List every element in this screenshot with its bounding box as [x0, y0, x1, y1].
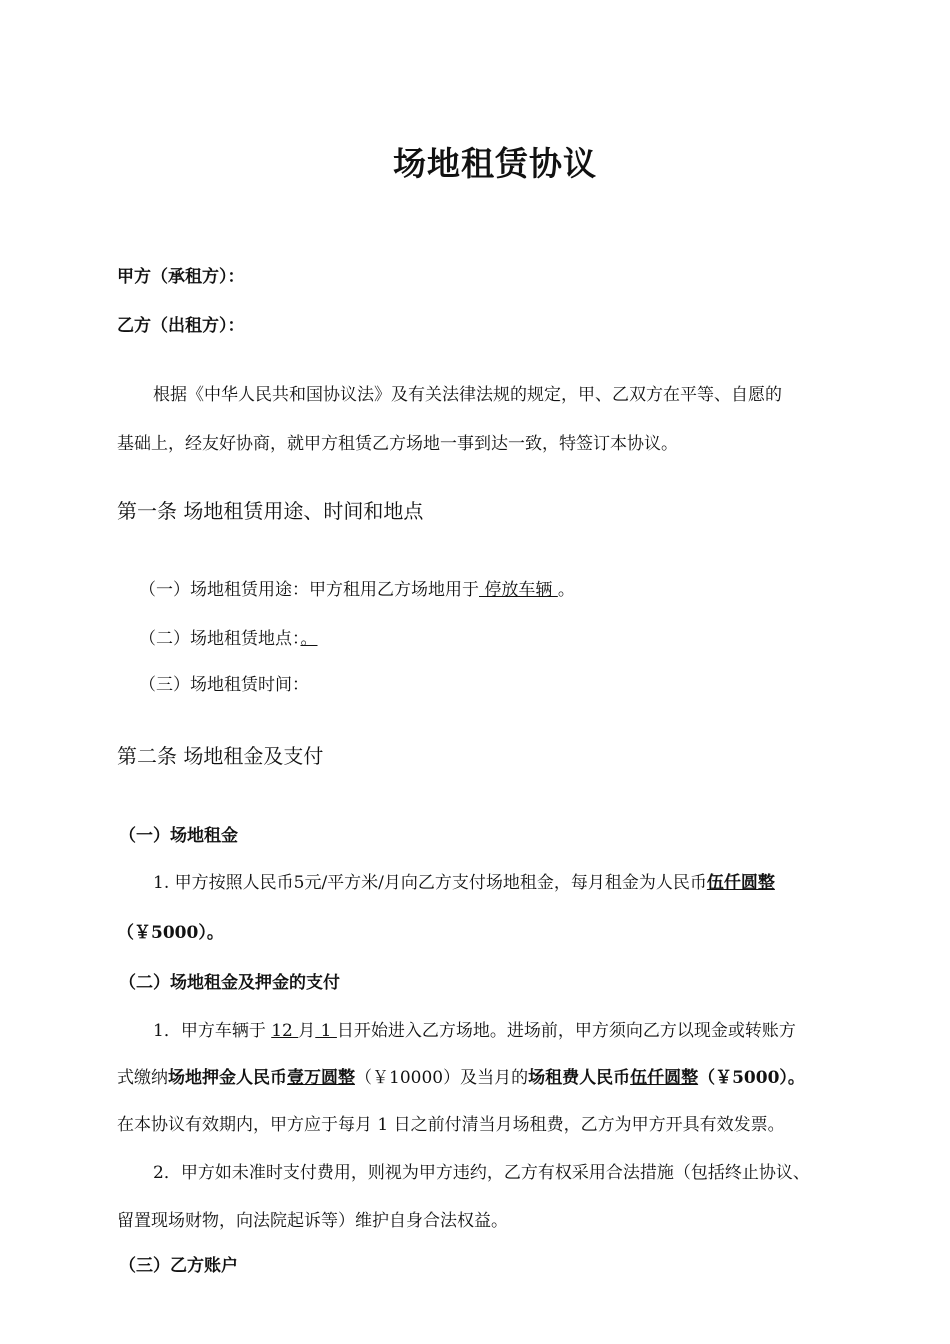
payment-text-d: 式缴纳	[117, 1068, 168, 1088]
rent-fee-amount: 伍仟圆整	[630, 1068, 699, 1088]
rent-line-1	[153, 868, 775, 893]
party-b-label: 乙方（出租方）：	[117, 316, 245, 336]
article-1-item-3: （三）场地租赁时间：	[139, 675, 309, 695]
payment-text-a: 1．甲方车辆于	[153, 1021, 272, 1041]
article-2-heading: 第二条 场地租金及支付	[117, 744, 324, 768]
article-1-item-1	[139, 575, 575, 600]
rent-subheading: （一）场地租金	[119, 826, 238, 846]
party-a-label: 甲方（承租方）：	[117, 267, 245, 287]
payment-line-1	[153, 1016, 796, 1041]
payment-subheading: （二）场地租金及押金的支付	[119, 973, 340, 993]
payment-line-3: 在本协议有效期内，甲方应于每月 1 日之前付清当月场租费，乙方为甲方开具有效发票。	[117, 1115, 785, 1135]
payment-text-c: 日开始进入乙方场地。进场前，甲方须向乙方以现金或转账方	[336, 1021, 796, 1041]
late-payment-line-1: 2．甲方如未准时支付费用，则视为甲方违约，乙方有权采用合法措施（包括终止协议、	[153, 1163, 810, 1183]
deposit-label: 场地押金人民币	[168, 1068, 287, 1088]
rent-text: 1. 甲方按照人民币5元/平方米/月向乙方支付场地租金，每月租金为人民币	[153, 873, 707, 893]
item-1-text: （一）场地租赁用途：甲方租用乙方场地用于	[139, 580, 479, 600]
intro-line-2: 基础上，经友好协商，就甲方租赁乙方场地一事到达一致，特签订本协议。	[117, 434, 678, 454]
late-payment-line-2: 留置现场财物，向法院起诉等）维护自身合法权益。	[117, 1211, 508, 1231]
item-2-text: （二）场地租赁地点：	[139, 629, 301, 649]
location-value: 。	[300, 629, 318, 649]
deposit-amount: 壹万圆整	[287, 1068, 355, 1088]
intro-line-1: 根据《中华人民共和国协议法》及有关法律法规的规定，甲、乙双方在平等、自愿的	[153, 385, 782, 405]
document-title: 场地租赁协议	[393, 144, 597, 183]
start-day-value: 1	[315, 1021, 337, 1041]
deposit-figure: （￥10000）及当月的	[355, 1068, 529, 1088]
rent-fee-label: 场租费人民币	[528, 1068, 631, 1088]
start-month-value: 12	[271, 1021, 299, 1041]
payment-text-b: 月	[298, 1021, 316, 1041]
item-1-suffix: 。	[557, 580, 575, 600]
article-1-item-2	[139, 624, 318, 649]
rent-fee-figure: （￥5000）。	[698, 1068, 805, 1088]
rent-line-2: （￥5000）。	[117, 923, 224, 943]
account-subheading: （三）乙方账户	[119, 1256, 238, 1276]
usage-value: 停放车辆	[479, 580, 558, 600]
payment-line-2	[117, 1063, 805, 1088]
article-1-heading: 第一条 场地租赁用途、时间和地点	[117, 499, 424, 523]
monthly-rent-amount: 伍仟圆整	[706, 873, 775, 893]
